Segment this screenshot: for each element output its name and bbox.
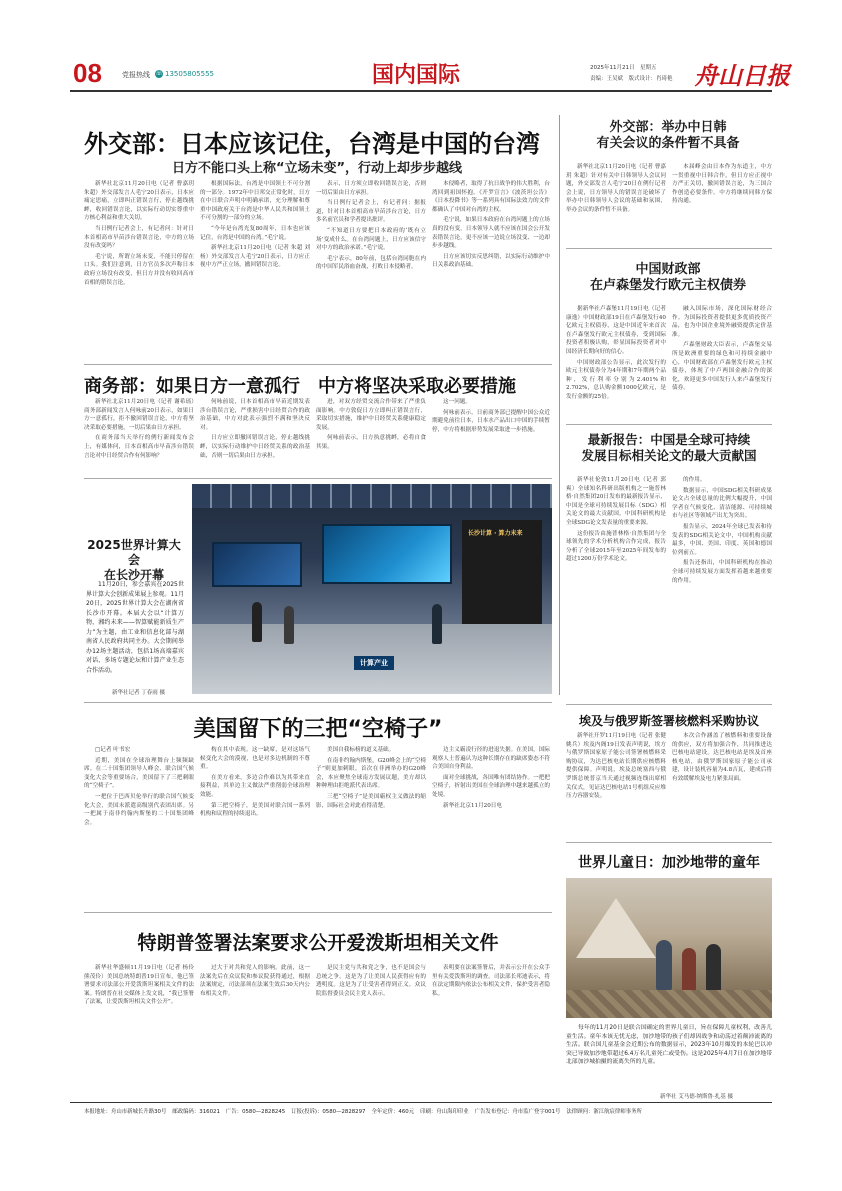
paragraph: 这份报告由施普林格·自然集团与全球领先的学术分析机构合作完成，报告分析了全球2015年至2025年间发布的超过1200万份学术论文。 — [566, 530, 666, 563]
headline-line: 在长沙开幕 — [103, 568, 164, 582]
paragraph: 新华社北京11月20日电（记者 曹嘉玥 朱超）外交部发言人毛宁20日表示，日本应痛定思痛，立即纠正错误言行，停止越线挑衅，收回错误言论，以实际行动切实尊重中方核心利益和重大关切。 — [84, 181, 194, 222]
paragraph: 据新华社卢森堡11月19日电（记者 康逸）中国财政部19日在卢森堡发行40亿欧元主权债券，这是中国近年来首次在卢森堡发行欧元主权债券，受到国际投资者积极认购，彰显国际投资者对中国经济长期向好的信心。 — [566, 306, 666, 355]
paragraph: 边主义霸凌行径的进退失据。在美国，国际观察人士普遍认为这种长期存在的缺席姿态不符合美国自身利益。 — [432, 747, 550, 771]
trump-column-3 — [316, 964, 426, 1094]
commerce-column-4 — [432, 398, 550, 473]
paragraph: 美国自我标榜的道义基础。 — [327, 747, 395, 753]
paragraph: 融入国际市场，深化国际财经合作。为国际投资者提供更多优质投资产品，也为中国企业境外融资提供定价基准。 — [672, 306, 772, 338]
lead-column-3 — [316, 180, 426, 360]
paragraph: 表明要在法案签署后，并表示公开在公众手里有关爱泼斯坦的调查。司法部长邦迪表示，将在法定期限内依法公布相关文件，保护受害者隐私。 — [432, 965, 550, 997]
paragraph: 毛宁说，如果日本政府在台湾问题上的立场真的没有变，日本领导人就不应该在国会公开发表错误言论，更不应该一边说立场没变、一边却步步越线。 — [432, 217, 550, 250]
us-column-3 — [316, 746, 426, 906]
headline-line: 在卢森堡发行欧元主权债券 — [589, 278, 746, 294]
footer-postcode: 邮政编码：316021 — [172, 1109, 220, 1115]
headline-line: 2025世界计算大会 — [87, 538, 181, 567]
lead-column-2 — [200, 180, 310, 360]
paragraph: 报告还指出，中国科研机构在推动全球可持续发展方面发挥着越来越重要的作用。 — [672, 560, 772, 584]
caption-text: 11月20日，参会嘉宾在2025世界计算大会创新成果展上参观。11月20日，2025世界计算大会在湖南省长沙市开幕。本届大会以“计算万物，湘约未来——智算赋能新质生产力”为主题，由工业和信息化部与湖南省人民政府共同主办。大会期间举办12场主题活动，包括1场高端嘉宾对话、多场专题论坛和计算产业生态合作活动。 — [86, 581, 184, 674]
commerce-headline: 商务部：如果日方一意孤行 中方将坚决采取必要措施 — [84, 376, 516, 397]
booth-sign: 计算产业 — [354, 656, 394, 670]
section-rule — [566, 704, 772, 705]
paragraph: 根据国际法，台湾是中国领土不可分割的一部分。1972年中日邦交正常化时，日方在中日联合声明中明确承诺，充分理解和尊重中国政府关于台湾是中华人民共和国领土不可分割的一部分的立场。 — [200, 181, 310, 222]
paragraph: 面对全球挑战，各国唯有团结协作。一把把空椅子，折射出美国在全球治理中越来越孤立的处境。 — [432, 774, 550, 798]
paragraph: 构在其中表现。这一缺席，是对这场气候变化大会的漠视，也是对多边机制的不尊重。 — [200, 747, 310, 771]
paragraph: 报告显示，2024年全球已发表和待发表的SDG相关论文中，中国机构贡献最多，中国、美国、印度、英国和德国位列前五。 — [672, 523, 772, 556]
finance-column-2 — [672, 305, 772, 420]
paragraph: 本侵略者，取得了抗日战争的伟大胜利，台湾回到祖国怀抱。《开罗宣言》《波茨坦公告》《日本投降书》等一系列具有国际法效力的文件都确认了中国对台湾的主权。 — [432, 181, 550, 213]
computing-caption — [86, 580, 184, 680]
page-number: 08 — [73, 58, 102, 88]
ceiling-lights — [192, 484, 552, 508]
computing-photo — [192, 484, 552, 694]
paragraph: 是民主党与共和党之争，也不是国会与总统之争。这是为了让美国人民获得应有的透明度。这是为了让受害者得到正义。众议院监督委员会民主党人表示。 — [316, 965, 426, 997]
headline-line: 有关会议的条件暂不具备 — [596, 136, 740, 152]
trump-column-2 — [200, 964, 310, 1094]
child-figure — [656, 940, 672, 990]
paragraph: 中国财政部公告显示，此次发行的欧元主权债券分为4年期和7年期两个品种，发行利率分别为2.401%和2.702%，总认购金额1000亿欧元，是发行金额的25倍。 — [566, 359, 666, 400]
commerce-column-3 — [316, 398, 426, 473]
paragraph: “不知道日方要把日本政府的‘既有立场’变成什么。在台湾问题上，日方应该信守对中方的政治承诺。”毛宁说。 — [316, 227, 426, 252]
lead-column-4 — [432, 180, 550, 360]
paragraph: 毛宁说，所谓立场未变，不能只停留在口头。我们注意到，日方官员多次声称日本政府立场没有改变，但日方并没有收回高市首相的错误言论。 — [84, 253, 194, 286]
page-header — [0, 0, 842, 96]
phone-icon: ☏ — [155, 70, 163, 77]
paragraph: 当日例行记者会上，有记者问：针对日本首相高市早苗涉台错误言论，中方的立场没有改变吗？ — [84, 225, 194, 250]
children-credit: 新华社 艾马德·纳斯鲁·扎基 摄 — [660, 1094, 733, 1100]
paragraph: 进，对双方经贸交流合作带来了严重负面影响。中方敦促日方立即纠正错误言行，采取切实措施，维护中日经贸关系健康稳定发展。 — [316, 399, 426, 431]
display-screen — [212, 542, 302, 587]
footer-subscription-phone: 订报(投诉)：0580—2828297 — [291, 1109, 366, 1115]
section-rule — [84, 912, 552, 913]
research-column-1 — [566, 476, 666, 698]
children-photo — [566, 878, 772, 1018]
headline-line: 外交部：举办中日韩 — [609, 120, 727, 135]
paragraph: 新华社北京11月20日电（记者 朱超 刘杨）外交部发言人毛宁20日表示，日方应正视中方严正立场，撤回错误言论。 — [200, 245, 310, 269]
computing-headline — [84, 538, 184, 583]
trilateral-column-2 — [672, 163, 772, 241]
paragraph: 在南非约翰内斯堡，G20峰会上的“空椅子”则更加刺眼。首次在非洲举办的G20峰会，本应聚焦全球南方发展议题，美方却以种种理由拒绝派代表出席。 — [316, 757, 426, 790]
paragraph: 在美方看来，多边合作难以为其带来直接利益，其单边主义做法严重削弱全球治理效能。 — [200, 774, 310, 798]
paragraph: 新华社北京11月20日电（记者 谢希瑶）商务部新闻发言人何咏前20日表示，如果日方一意孤行，拒不撤回错误言论，中方将坚决采取必要措施，一切后果由日方承担。 — [84, 399, 194, 431]
caption-text: 每年的11月20日是联合国确定的世界儿童日，旨在保障儿童权利，改善儿童生活。童年本该无忧无虑，加沙地带的孩子们却因战争和动荡过着颠沛流离的生活。联合国儿童基金会近期公布的数据显示，2023年10月爆发的本轮巴以冲突已导致加沙地带超过6.4万名儿童死亡或受伤。这是2025年4月7日在加沙地带北部加沙城拍摄的流离失所的儿童。 — [566, 1025, 772, 1066]
visitor-figure — [432, 604, 442, 644]
headline-line: 最新报告：中国是全球可持续 — [587, 432, 751, 447]
commerce-column-2 — [200, 398, 310, 473]
paragraph: “今年是台湾光复80周年，日本也应该记住，台湾是中国的台湾。”毛宁说。 — [200, 225, 310, 241]
paragraph: 毛宁表示，80年前，包括台湾同胞在内的中国军民浴血奋战，打败日本侵略者。 — [316, 255, 426, 271]
egypt-headline: 埃及与俄罗斯签署核燃料采购协议 — [578, 714, 759, 728]
paragraph: 一把位于巴西贝伦举行的联合国气候变化大会，美国未派遣高级别代表团出席。另一把属于南非约翰内斯堡的二十国集团峰会。 — [84, 793, 194, 826]
header-rule — [70, 90, 772, 92]
paragraph: 新华社北京11月20日电（记者 曹嘉玥 朱超）针对有关中日韩领导人会议问题，外交部发言人毛宁20日在例行记者会上说，日方领导人的错误言论破坏了举办中日韩领导人会议的基础和氛围，举办会议的条件暂不具备。 — [566, 164, 666, 213]
footer-ad-license: 广告发布登记：舟市监广登字001号 — [474, 1109, 561, 1115]
trilateral-column-1 — [566, 163, 666, 241]
research-headline — [566, 432, 772, 463]
tent-shape — [576, 898, 656, 958]
footer-rule — [70, 1102, 772, 1103]
rubble — [566, 990, 772, 1018]
paragraph: 卢森堡财政大臣表示，卢森堡交易所是欧洲重要的绿色和可持续金融中心，中国财政部在卢森堡发行欧元主权债券，体现了中卢两国金融合作的深化，欢迎更多中国发行人来卢森堡发行债券。 — [672, 342, 772, 392]
section-rule — [84, 478, 552, 479]
child-figure — [706, 944, 721, 992]
lead-headline: 外交部：日本应该记住，台湾是中国的台湾 — [84, 130, 540, 158]
visitor-figure — [252, 602, 262, 642]
commerce-column-1 — [84, 398, 194, 473]
booth-panel — [462, 520, 542, 640]
display-screen — [322, 524, 452, 584]
section-rule — [566, 424, 772, 425]
paragraph: 的作用。 — [683, 477, 706, 483]
imprint-line — [84, 1107, 774, 1115]
footer-price: 全年定价：460元 — [371, 1109, 415, 1115]
headline-line: 发展目标相关论文的最大贡献国 — [581, 447, 757, 463]
lead-column-1 — [84, 180, 194, 360]
masthead-logo: 舟山日报 — [694, 61, 790, 90]
trump-headline: 特朗普签署法案要求公开爱泼斯坦相关文件 — [137, 932, 499, 954]
paragraph: 在商务部当天举行的例行新闻发布会上，有媒体问，日本首相高市早苗涉台错误言论对中日经贸合作有何影响？ — [84, 435, 194, 459]
paragraph: 表示，日方须立即收回错误言论，否则一切后果由日方承担。 — [316, 181, 426, 196]
us-column-1 — [84, 746, 194, 906]
paragraph: 第三把空椅子，是美国对联合国一系列机构和议程的持续退出。 — [200, 802, 310, 818]
paragraph: 这一问题。 — [443, 399, 471, 405]
paragraph: 数据显示，中国SDG相关科研成果论文占全球总量的比例大幅提升，中国学者在气候变化、清洁能源、可持续城市与社区等领域产出尤为突出。 — [672, 487, 772, 520]
paragraph: 何咏前表示，日前商务部已提醒中国公众近期避免前往日本，日本水产品出口中国的手续暂停，中方将根据形势发展采取进一步措施。 — [432, 409, 550, 433]
section-rule — [566, 842, 772, 843]
paragraph: □记者 叶书宏 — [95, 747, 131, 753]
paragraph: 新华社华盛顿11月19日电（记者 杨伶 熊茂伶）美国总统特朗普19日宣布，他已签署要求司法部公开爱泼斯坦案相关文件的法案。特朗普在社交媒体上发文说，“我已签署了法案，让爱泼斯坦相关文件公开”。 — [84, 965, 194, 1006]
paragraph: 近期，美国在全球治理舞台上频频缺席。在二十国集团领导人峰会、联合国气候变化大会等重要场合，美国留下了三把刺眼的“空椅子”。 — [84, 757, 194, 790]
paragraph: 新华社北京11月20日电 — [443, 802, 502, 809]
paragraph: 当日例行记者会上，有记者问：据报道，针对日本首相高市早苗涉台言论，日方多名前官员和学者提出批评。 — [316, 200, 426, 224]
us-column-4 — [432, 746, 550, 906]
hotline-label: 党报热线 — [122, 71, 150, 79]
section-rule — [84, 364, 552, 365]
editors-line: 责编：王吴斌 版式设计：肖琦艳 — [590, 76, 673, 82]
booth-sign: 长沙计算 · 算力未来 — [468, 530, 523, 537]
footer-ad-phone: 广告：0580—2828245 — [225, 1109, 286, 1115]
us-column-2 — [200, 746, 310, 906]
trump-column-4 — [432, 964, 550, 1094]
footer-printing: 印刷：舟山海印印业 — [420, 1109, 469, 1115]
trilateral-headline — [566, 120, 770, 153]
child-figure — [682, 948, 696, 992]
us-headline: 美国留下的三把“空椅子” — [193, 717, 443, 742]
paragraph: 新华社伦敦11月20日电（记者 郭爽）全球知名科研出版机构之一施普林格·自然集团20日发布的最新报告显示，中国是全球可持续发展目标（SDG）相关论文的最大贡献国，中国科研机构是全球SDG论文发表量的重要来源。 — [566, 477, 666, 526]
lead-subheadline: 日方不能口头上称“立场未变”，行动上却步步越线 — [171, 161, 463, 176]
section-rule — [566, 248, 772, 249]
paragraph: 何咏前说，日本首相高市早苗近期发表涉台错误言论，严重损害中日经贸合作的政治基础，中方对此表示强烈不满和坚决反对。 — [200, 399, 310, 431]
column-divider — [559, 115, 560, 695]
issue-date: 2025年11月21日 星期五 — [590, 65, 657, 71]
egypt-column-2 — [672, 732, 772, 838]
research-column-2 — [672, 476, 772, 698]
paragraph: 日方应该切实反思纠错，以实际行动维护中日关系政治基础。 — [432, 253, 550, 269]
paragraph: 新华社开罗11月19日电（记者 张健 姚兵）埃及内阁19日发表声明说，埃方与俄罗斯国家原子能公司签署核燃料采购协议，为达巴核电站长期供应核燃料提供保障。声明说，埃及总统塞西与俄罗斯总统普京当天通过视频连线出席相关仪式，见证达巴核电站1号机组反应堆压力容器安装。 — [566, 733, 666, 800]
hotline-number: 13505805555 — [165, 70, 214, 78]
finance-column-1 — [566, 305, 666, 420]
paragraph: 本次合作涵盖了核燃料和重要设备的供应，双方将加强合作，共同推进达巴核电站建设。达巴核电站是埃及首座核电站，由俄罗斯国家原子能公司承建，设计装机容量为4.8吉瓦，建成后将有效缓解埃及电力紧张局面。 — [672, 733, 772, 782]
trump-column-1 — [84, 964, 194, 1094]
children-caption — [566, 1024, 772, 1090]
paragraph: 日方应立即撤回错误言论，停止越线挑衅，以实际行动维护中日经贸关系的政治基础，否则一切后果由日方承担。 — [200, 435, 310, 459]
computing-credit: 新华社记者 丁春雨 摄 — [112, 690, 165, 696]
headline-line: 中国财政部 — [635, 262, 701, 277]
section-title: 国内国际 — [372, 63, 461, 88]
footer-address: 本报地址：舟山市新城长升路30号 — [84, 1109, 167, 1115]
visitor-figure — [284, 606, 294, 644]
finance-headline — [566, 262, 770, 295]
paragraph: 过大于对共和党人的影响。此前，这一法案先后在众议院和参议院获得通过，根据法案规定，司法部须在法案生效后30天内公布相关文件。 — [200, 965, 310, 997]
paragraph: 三把“空椅子”是美国霸权主义做法的缩影，国际社会对此看得清楚。 — [316, 793, 426, 809]
children-headline: 世界儿童日：加沙地带的童年 — [578, 855, 760, 871]
footer-legal-advisor: 法律顾问：浙江航宸律师事务所 — [566, 1109, 642, 1115]
paragraph: 何咏前表示，日方执意挑衅，必将自食其果。 — [316, 435, 426, 450]
section-rule — [84, 702, 552, 703]
egypt-column-1 — [566, 732, 666, 838]
paragraph: 本届峰会由日本作为东道主，中方一贯重视中日韩合作，但日方应正视中方严正关切，撤回错误言论，为三国合作创造必要条件。中方将继续同韩方保持沟通。 — [672, 164, 772, 205]
